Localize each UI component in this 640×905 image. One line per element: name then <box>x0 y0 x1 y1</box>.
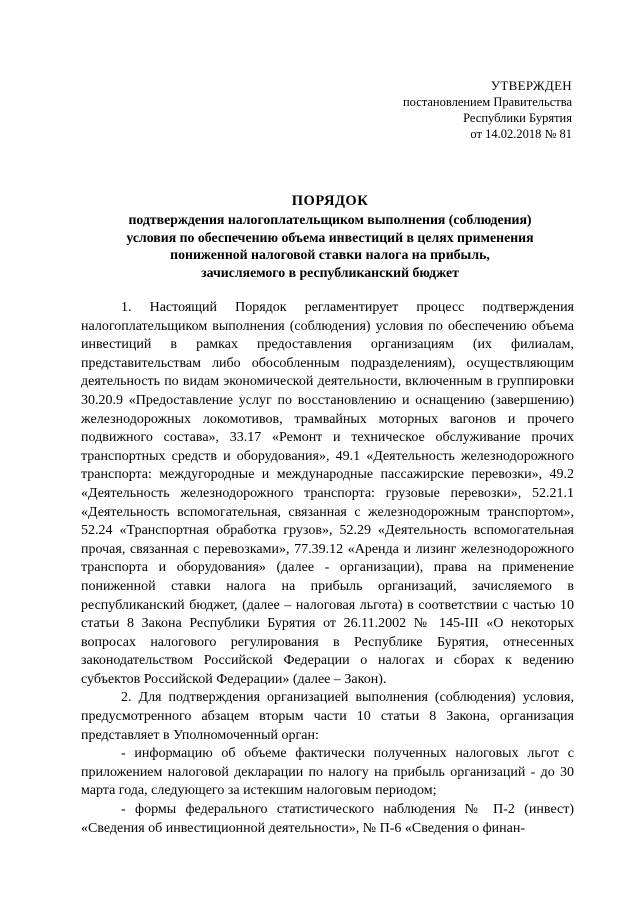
title-main: ПОРЯДОК <box>291 193 369 209</box>
paragraph-2: 2. Для подтверждения организацией выполнения (соблюдения) условия, предусмотренного абзацем вторым части 10 статьи 8 Закона, организация представляет в Уполномоченный орган: <box>81 690 574 743</box>
list-item-1: - информацию об объеме фактически полученных налоговых льгот с приложением налоговой декларации по налогу на прибыль организаций - до 30 марта года, следующего за истекшим налоговым периодом; <box>81 746 574 799</box>
title-sub-line-3: пониженной налоговой ставки налога на прибыль, <box>170 247 490 262</box>
title-sub-line-4: зачисляемого в республиканский бюджет <box>201 264 459 280</box>
approval-line-1: постановлением Правительства <box>402 95 572 109</box>
title-sub-line-2: условия по обеспечению объема инвестиций в целях применения <box>126 229 534 245</box>
approval-status: УТВЕРЖДЕН <box>490 78 572 93</box>
paragraph-1: 1. Настоящий Порядок регламентирует процесс подтверждения налогоплательщиком выполнения (соблюдения) условия по обеспечению объема инвестиций в рамках предоставления организациям (их филиалам, представительствам либо обособленным подразделениям), осуществляющим деятельность по видам экономической деятельности, включенным в группировки 30.20.9 «Предоставление услуг по восстановлению и оснащению (завершению) железнодорожных локомотивов, трамвайных моторных вагонов и прочего подвижного состава», 33.17 «Ремонт и техническое обслуживание прочих транспортных средств и оборудования», 49.1 «Деятельность железнодорожного транспорта: междугородные и международные пассажирские перевозки», 49.2 «Деятельность железнодорожного транспорта: грузовые перевозки», 52.21.1 «Деятельность вспомогательная, связанная с железнодорожным транспортом», 52.24 «Транспортная обработка грузов», 52.29 «Деятельность вспомогательная прочая, связанная с перевозками», 77.39.12 «Аренда и лизинг железнодорожного транспорта и оборудования» (далее - организации), права на применение пониженной ставки налога на прибыль организаций, зачисляемого в республиканский бюджет, (далее – налоговая льгота) в соответствии с частью 10 статьи 8 Закона Республики Бурятия от 26.11.2002 № 145-III «О некоторых вопросах налогового регулирования в Республике Бурятия, отнесенных законодательством Российской Федерации о налогах и сборах к ведению субъектов Российской Федерации» (далее – Закон). <box>81 300 574 687</box>
approval-stamp <box>403 78 572 142</box>
document-title <box>80 191 580 281</box>
title-sub-line-1: подтверждения налогоплательщиком выполнения (соблюдения) <box>128 212 532 227</box>
document-body <box>81 299 574 838</box>
approval-line-3: от 14.02.2018 № 81 <box>470 127 572 141</box>
approval-line-2: Республики Бурятия <box>463 111 572 125</box>
list-item-2: - формы федерального статистического наблюдения № П-2 (инвест) «Сведения об инвестиционной деятельности», № П-6 «Сведения о финан- <box>81 802 574 836</box>
